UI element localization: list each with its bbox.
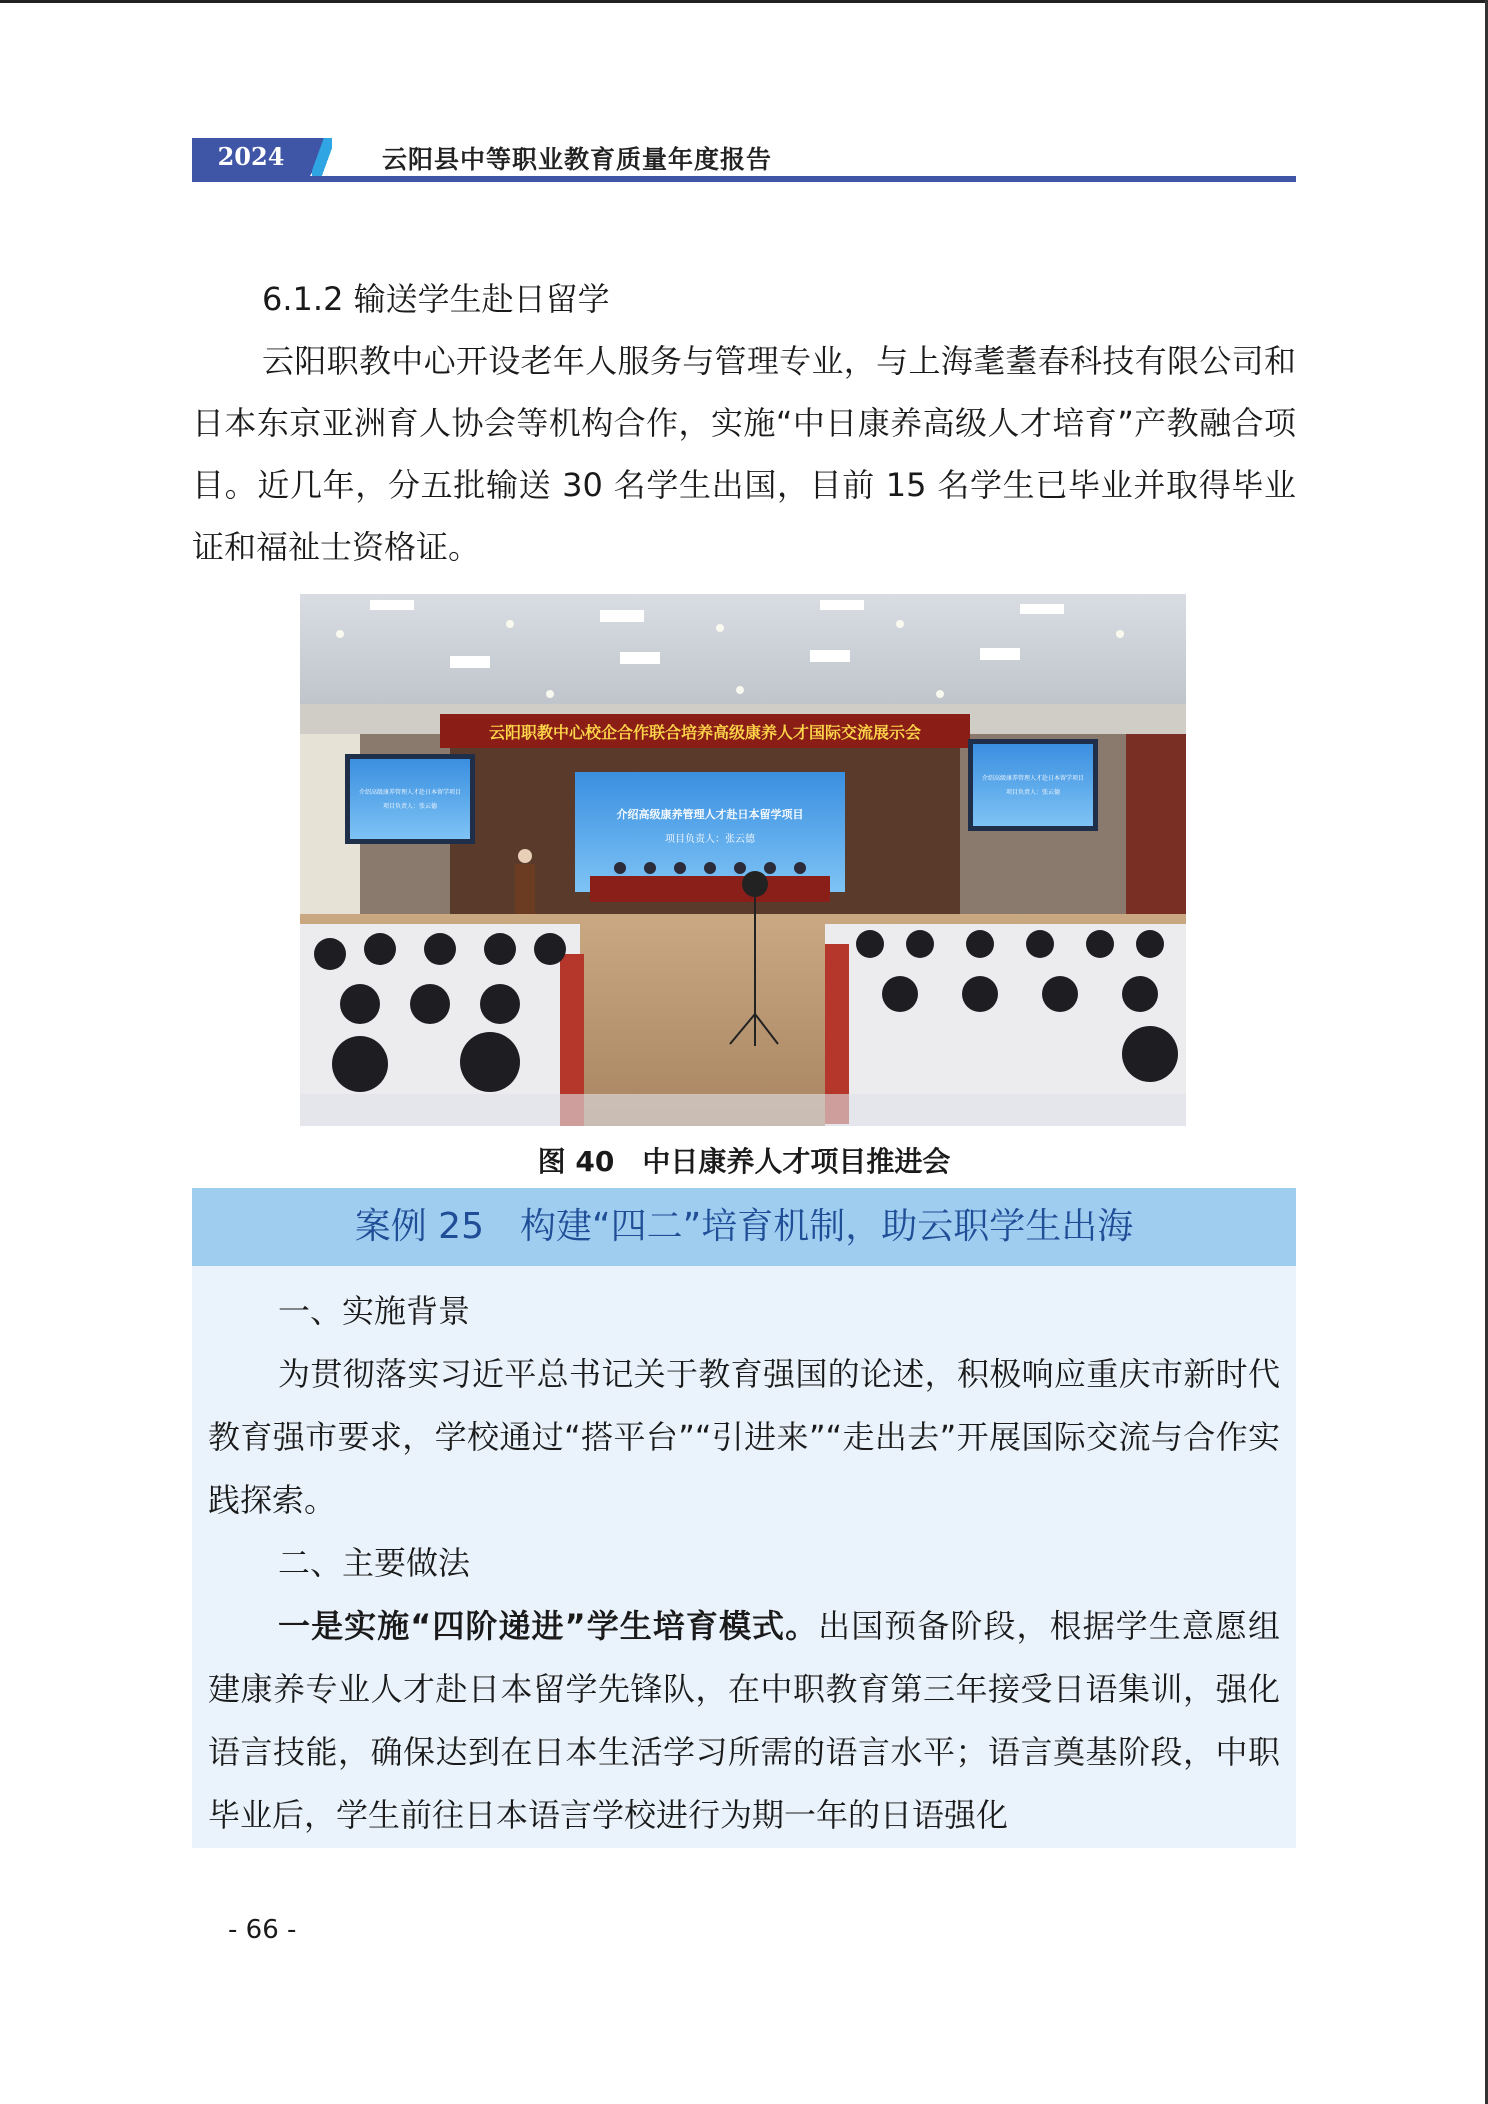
conference-photo-drawing (300, 594, 1186, 1126)
section-paragraph: 云阳职教中心开设老年人服务与管理专业，与上海耄耋春科技有限公司和日本东京亚洲育人协会等机构合作，实施“中日康养高级人才培育”产教融合项目。近几年，分五批输送 30 名学生出国，目前 15 名学生已毕业并取得毕业证和福祉士资格证。 (192, 342, 1296, 566)
case-heading-background: 一、实施背景 (278, 1292, 471, 1330)
page-top-border (0, 0, 1488, 3)
case-study-box (192, 1188, 1296, 1848)
case-body (208, 1280, 1280, 1847)
conference-photo (300, 594, 1186, 1126)
header-tab-accent (312, 138, 332, 176)
case-paragraph-background: 为贯彻落实习近平总书记关于教育强国的论述，积极响应重庆市新时代教育强市要求，学校通过“搭平台”“引进来”“走出去”开展国际交流与合作实践探索。 (208, 1355, 1280, 1519)
case-heading-approach: 二、主要做法 (278, 1544, 471, 1582)
case-title: 案例 25 构建“四二”培育机制，助云职学生出海 (192, 1188, 1296, 1266)
left-screen-text-1: 介绍高级康养管理人才赴日本留学项目 (358, 789, 462, 796)
page-number: - 66 - (228, 1915, 297, 1945)
left-screen-text-2: 项目负责人：张云德 (382, 803, 438, 810)
stage-banner-text: 云阳职教中心校企合作联合培养高级康养人才国际交流展示会 (488, 723, 922, 742)
case-paragraph-text: 出国预备阶段，根据学生意愿组建康养专业人才赴日本留学先锋队，在中职教育第三年接受日语集训，强化语言技能，确保达到在日本生活学习所需的语言水平；语言奠基阶段，中职毕业后，学生前往日本语言学校进行为期一年的日语强化 (208, 1607, 1280, 1834)
case-paragraph-lead: 一是实施“四阶递进”学生培育模式。 (278, 1607, 819, 1645)
main-screen-text-2: 项目负责人：张云德 (665, 834, 755, 845)
report-header (192, 136, 1296, 184)
header-underline (192, 176, 1296, 182)
header-title: 云阳县中等职业教育质量年度报告 (382, 145, 773, 174)
right-screen-text-2: 项目负责人：张云德 (1005, 789, 1061, 796)
right-screen-text-1: 介绍高级康养管理人才赴日本留学项目 (981, 775, 1085, 782)
main-screen-text-1: 介绍高级康养管理人才赴日本留学项目 (616, 808, 804, 821)
figure-caption: 图 40 中日康养人才项目推进会 (537, 1145, 951, 1178)
case-paragraph-approach (208, 1595, 1280, 1847)
header-year-tab: 2024 (192, 138, 310, 176)
section-title: 6.1.2 输送学生赴日留学 (262, 280, 610, 318)
